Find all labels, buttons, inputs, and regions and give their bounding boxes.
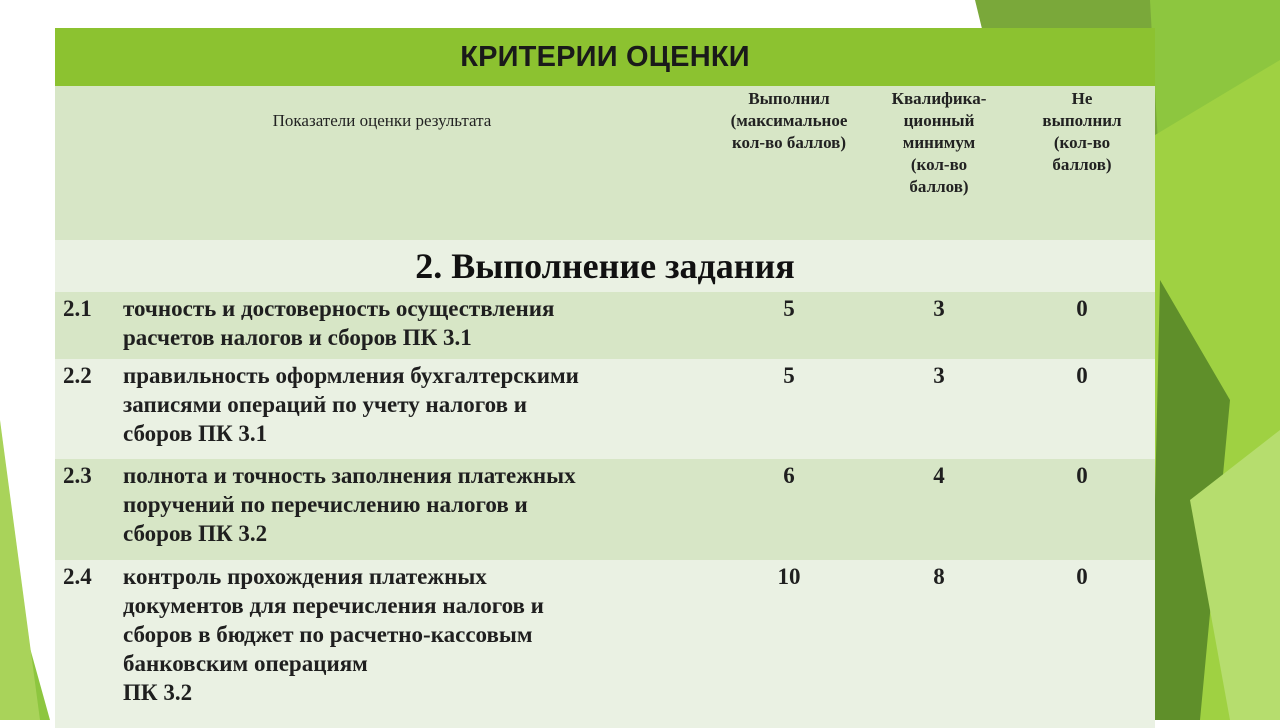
row-number: 2.1 — [55, 292, 117, 359]
header-completed: Выполнил (максимальное кол-во баллов) — [709, 86, 869, 240]
row-description: точность и достоверность осуществления расчетов налогов и сборов ПК 3.1 — [117, 292, 709, 359]
table-title-row — [55, 28, 1155, 86]
section-row — [55, 240, 1155, 292]
row-not-completed-value: 0 — [1009, 359, 1155, 459]
table-row — [55, 359, 1155, 459]
green-shape-left-edge — [0, 420, 40, 720]
row-qualification-value: 8 — [869, 560, 1009, 728]
row-not-completed-value: 0 — [1009, 459, 1155, 560]
table-row — [55, 292, 1155, 359]
table-header-row — [55, 86, 1155, 240]
criteria-table — [55, 28, 1155, 728]
row-description: контроль прохождения платежных документов для перечисления налогов и сборов в бюджет по расчетно-кассовым банковским операциям ПК 3.2 — [117, 560, 709, 728]
row-completed-value: 6 — [709, 459, 869, 560]
table-row — [55, 459, 1155, 560]
row-completed-value: 5 — [709, 359, 869, 459]
header-not-completed: Не выполнил (кол-во баллов) — [1009, 86, 1155, 240]
row-qualification-value: 3 — [869, 292, 1009, 359]
row-number: 2.2 — [55, 359, 117, 459]
section-title: 2. Выполнение задания — [55, 240, 1155, 292]
header-qualification: Квалифика- ционный минимум (кол-во баллов) — [869, 86, 1009, 240]
row-description: правильность оформления бухгалтерскими записями операций по учету налогов и сборов ПК 3.1 — [117, 359, 709, 459]
row-qualification-value: 3 — [869, 359, 1009, 459]
header-indicators: Показатели оценки результата — [55, 86, 709, 240]
row-qualification-value: 4 — [869, 459, 1009, 560]
criteria-table-container — [55, 28, 1155, 705]
row-completed-value: 5 — [709, 292, 869, 359]
row-not-completed-value: 0 — [1009, 292, 1155, 359]
row-completed-value: 10 — [709, 560, 869, 728]
row-number: 2.3 — [55, 459, 117, 560]
row-number: 2.4 — [55, 560, 117, 728]
table-title: КРИТЕРИИ ОЦЕНКИ — [55, 28, 1155, 86]
table-row — [55, 560, 1155, 728]
row-not-completed-value: 0 — [1009, 560, 1155, 728]
row-description: полнота и точность заполнения платежных поручений по перечислению налогов и сборов ПК 3.2 — [117, 459, 709, 560]
